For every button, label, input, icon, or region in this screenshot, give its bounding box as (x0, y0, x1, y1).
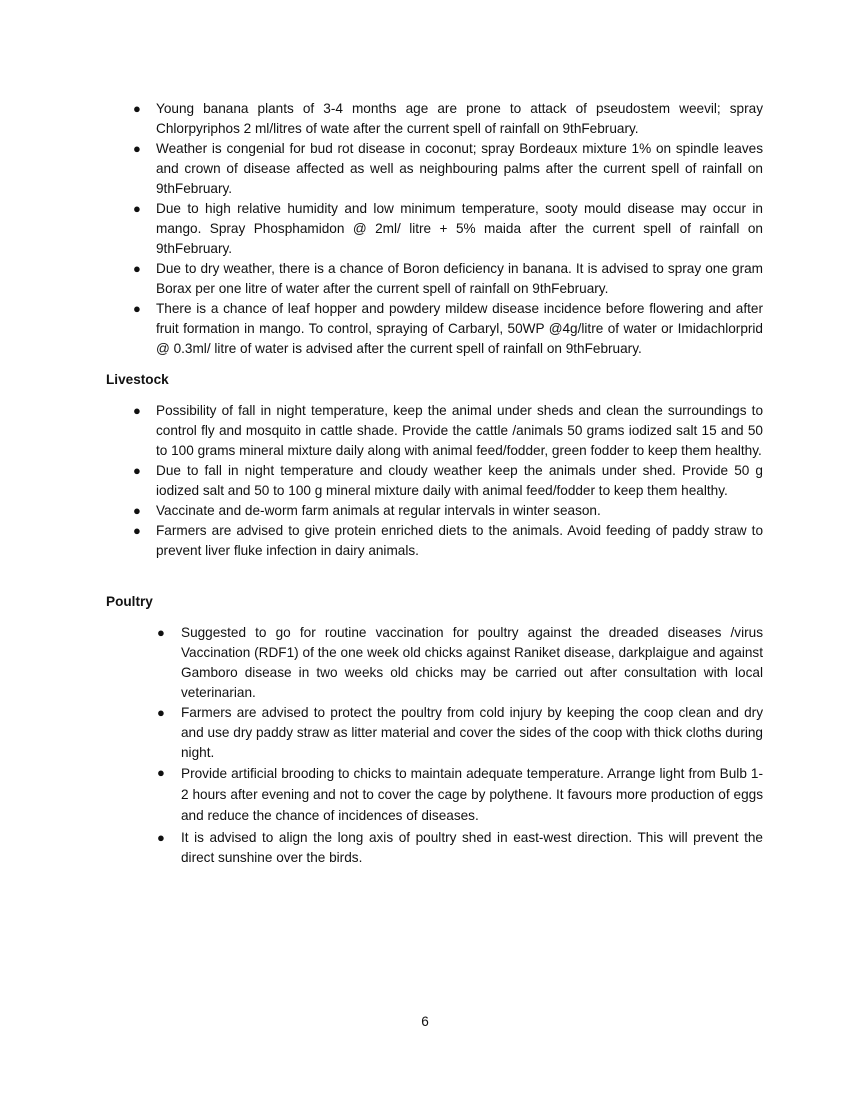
livestock-heading: Livestock (106, 372, 169, 387)
poultry-bullet-list (106, 623, 763, 868)
list-item-text: Due to high relative humidity and low minimum temperature, sooty mould disease may occur in mango. Spray Phosphamidon @ 2ml/ litre + 5% maida after the current spell of rainfall on 9thFebruary. (156, 201, 763, 256)
bullet-icon: ● (133, 523, 141, 538)
bullet-icon: ● (133, 141, 141, 156)
bullet-icon: ● (157, 625, 165, 640)
list-item-text: Young banana plants of 3-4 months age are prone to attack of pseudostem weevil; spray Chlorpyriphos 2 ml/litres of wate after the current spell of rainfall on 9thFebruary. (156, 101, 763, 136)
list-item (106, 401, 763, 461)
list-item-text: Farmers are advised to protect the poultry from cold injury by keeping the coop clean and dry and use dry paddy straw as litter material and cover the sides of the coop with thick cloths during night. (181, 705, 763, 760)
bullet-icon: ● (133, 261, 141, 276)
bullet-icon: ● (133, 301, 141, 316)
list-item (106, 828, 763, 868)
bullet-icon: ● (157, 765, 165, 780)
list-item-text: Due to dry weather, there is a chance of Boron deficiency in banana. It is advised to spray one gram Borax per one litre of water after the current spell of rainfall on 9thFebruary. (156, 261, 763, 296)
poultry-heading: Poultry (106, 594, 153, 609)
list-item-text: Suggested to go for routine vaccination for poultry against the dreaded diseases /virus Vaccination (RDF1) of the one week old chicks against Raniket disease, darkplaigue and against Gamboro disease in two weeks old chicks may be carried out after consultation with local veterinarian. (181, 625, 763, 700)
bullet-icon: ● (133, 101, 141, 116)
list-item (106, 703, 763, 763)
list-item-text: Provide artificial brooding to chicks to maintain adequate temperature. Arrange light from Bulb 1-2 hours after evening and not to cover the cage by polythene. It favours more production of eggs and reduce the chance of incidences of diseases. (181, 766, 763, 823)
list-item (106, 199, 763, 259)
poultry-section (106, 623, 763, 868)
list-item-text: Weather is congenial for bud rot disease in coconut; spray Bordeaux mixture 1% on spindle leaves and crown of disease affected as well as neighbouring palms after the current spell of rainfall on 9thFebruary. (156, 141, 763, 196)
livestock-bullet-list (106, 401, 763, 561)
list-item (106, 763, 763, 826)
livestock-section (106, 401, 763, 561)
list-item-text: There is a chance of leaf hopper and powdery mildew disease incidence before flowering and after fruit formation in mango. To control, spraying of Carbaryl, 50WP @4g/litre of water or Imidachlorprid @ 0.3ml/ litre of water is advised after the current spell of rainfall on 9thFebruary. (156, 301, 763, 356)
list-item (106, 99, 763, 139)
list-item (106, 501, 763, 521)
bullet-icon: ● (133, 463, 141, 478)
bullet-icon: ● (133, 201, 141, 216)
list-item (106, 139, 763, 199)
bullet-icon: ● (133, 503, 141, 518)
page-number: 6 (421, 1014, 429, 1029)
crops-section (106, 99, 763, 359)
list-item-text: Due to fall in night temperature and cloudy weather keep the animals under shed. Provide 50 g iodized salt and 50 to 100 g mineral mixture daily with animal feed/fodder to keep them healthy. (156, 463, 763, 498)
bullet-icon: ● (157, 830, 165, 845)
list-item (106, 521, 763, 561)
bullet-icon: ● (157, 705, 165, 720)
list-item-text: Possibility of fall in night temperature, keep the animal under sheds and clean the surroundings to control fly and mosquito in cattle shade. Provide the cattle /animals 50 grams iodized salt 15 and 50 to 100 grams mineral mixture daily along with animal feed/fodder, green fodder to keep them healthy. (156, 403, 763, 458)
list-item-text: It is advised to align the long axis of poultry shed in east-west direction. This will prevent the direct sunshine over the birds. (181, 830, 763, 865)
list-item (106, 461, 763, 501)
list-item (106, 299, 763, 359)
list-item (106, 623, 763, 703)
crops-bullet-list (106, 99, 763, 359)
list-item-text: Farmers are advised to give protein enriched diets to the animals. Avoid feeding of paddy straw to prevent liver fluke infection in dairy animals. (156, 523, 763, 558)
list-item-text: Vaccinate and de-worm farm animals at regular intervals in winter season. (156, 503, 601, 518)
bullet-icon: ● (133, 403, 141, 418)
list-item (106, 259, 763, 299)
